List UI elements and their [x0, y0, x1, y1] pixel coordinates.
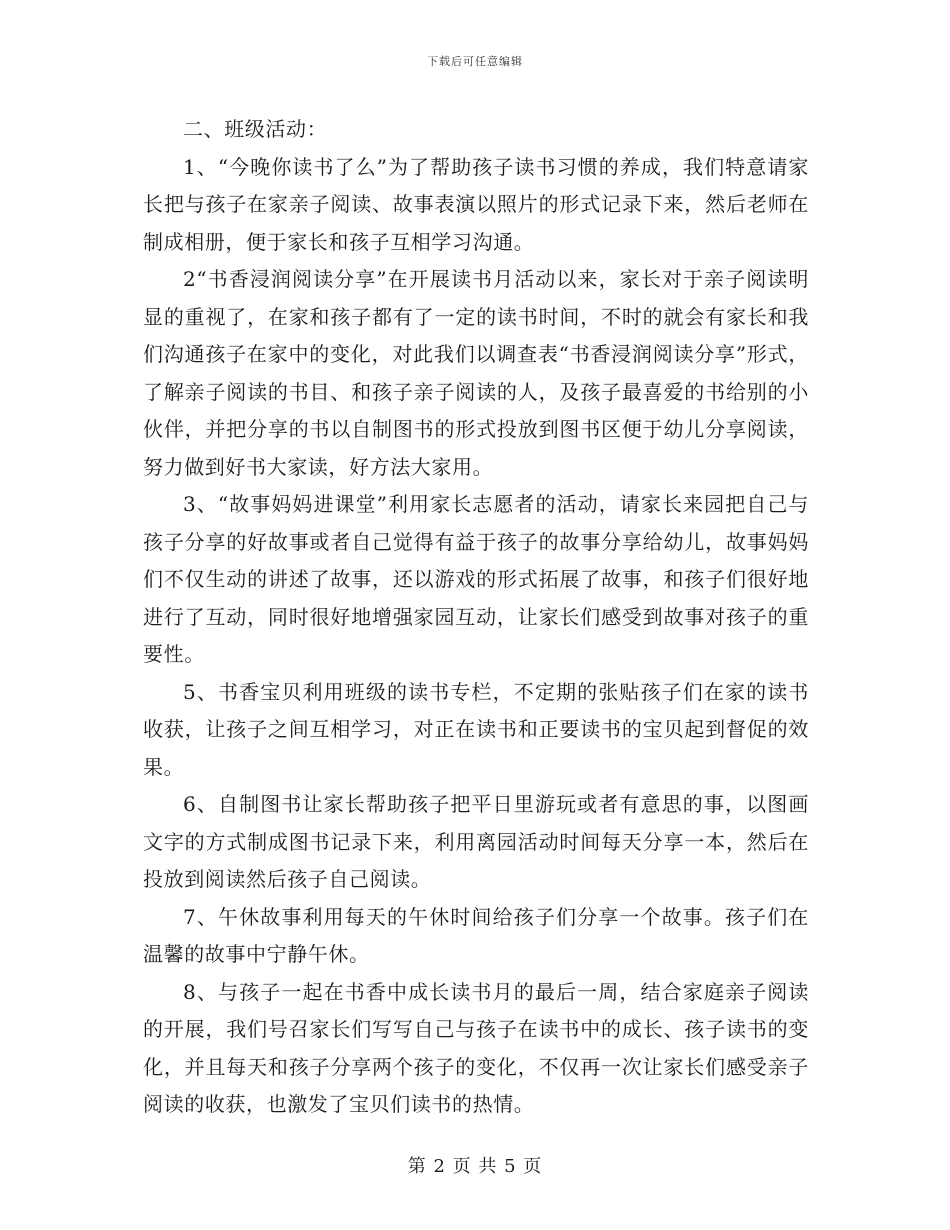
- paragraph-activity-6: 6、自制图书让家长帮助孩子把平日里游玩或者有意思的事，以图画文字的方式制成图书记录下来，利用离园活动时间每天分享一本，然后在投放到阅读然后孩子自己阅读。: [143, 792, 809, 891]
- section-heading: 二、班级活动：: [183, 117, 328, 141]
- paragraph-activity-2: 2“书香浸润阅读分享”在开展读书月活动以来，家长对于亲子阅读明显的重视了，在家和孩子都有了一定的读书时间，不时的就会有家长和我们沟通孩子在家中的变化，对此我们以调查表“书香浸润阅读分享”形式，了解亲子阅读的书目、和孩子亲子阅读的人，及孩子最喜爱的书给别的小伙伴，并把分享的书以自制图书的形式投放到图书区便于幼儿分享阅读，努力做到好书大家读，好方法大家用。: [143, 267, 809, 479]
- page-number: 第 2 页 共 5 页: [407, 1156, 543, 1177]
- paragraph-activity-7: 7、午休故事利用每天的午休时间给孩子们分享一个故事。孩子们在温馨的故事中宁静午休。: [143, 904, 809, 966]
- document-body: [143, 111, 809, 1124]
- paragraph-activity-1: 1、“今晚你读书了么”为了帮助孩子读书习惯的养成，我们特意请家长把与孩子在家亲子阅读、故事表演以照片的形式记录下来，然后老师在制成相册，便于家长和孩子互相学习沟通。: [143, 154, 809, 254]
- paragraph-activity-3: 3、“故事妈妈进课堂”利用家长志愿者的活动，请家长来园把自己与孩子分享的好故事或者自己觉得有益于孩子的故事分享给幼儿，故事妈妈们不仅生动的讲述了故事，还以游戏的形式拓展了故事，和孩子们很好地进行了互动，同时很好地增强家园互动，让家长们感受到故事对孩子的重要性。: [143, 492, 809, 666]
- paragraph-activity-5: 5、书香宝贝利用班级的读书专栏，不定期的张贴孩子们在家的读书收获，让孩子之间互相学习，对正在读书和正要读书的宝贝起到督促的效果。: [143, 679, 809, 779]
- header-note: 下载后可任意编辑: [427, 55, 523, 68]
- paragraph-activity-8: 8、与孩子一起在书香中成长读书月的最后一周，结合家庭亲子阅读的开展，我们号召家长们写写自己与孩子在读书中的成长、孩子读书的变化，并且每天和孩子分享两个孩子的变化，不仅再一次让家长们感受亲子阅读的收获，也激发了宝贝们读书的热情。: [143, 979, 809, 1116]
